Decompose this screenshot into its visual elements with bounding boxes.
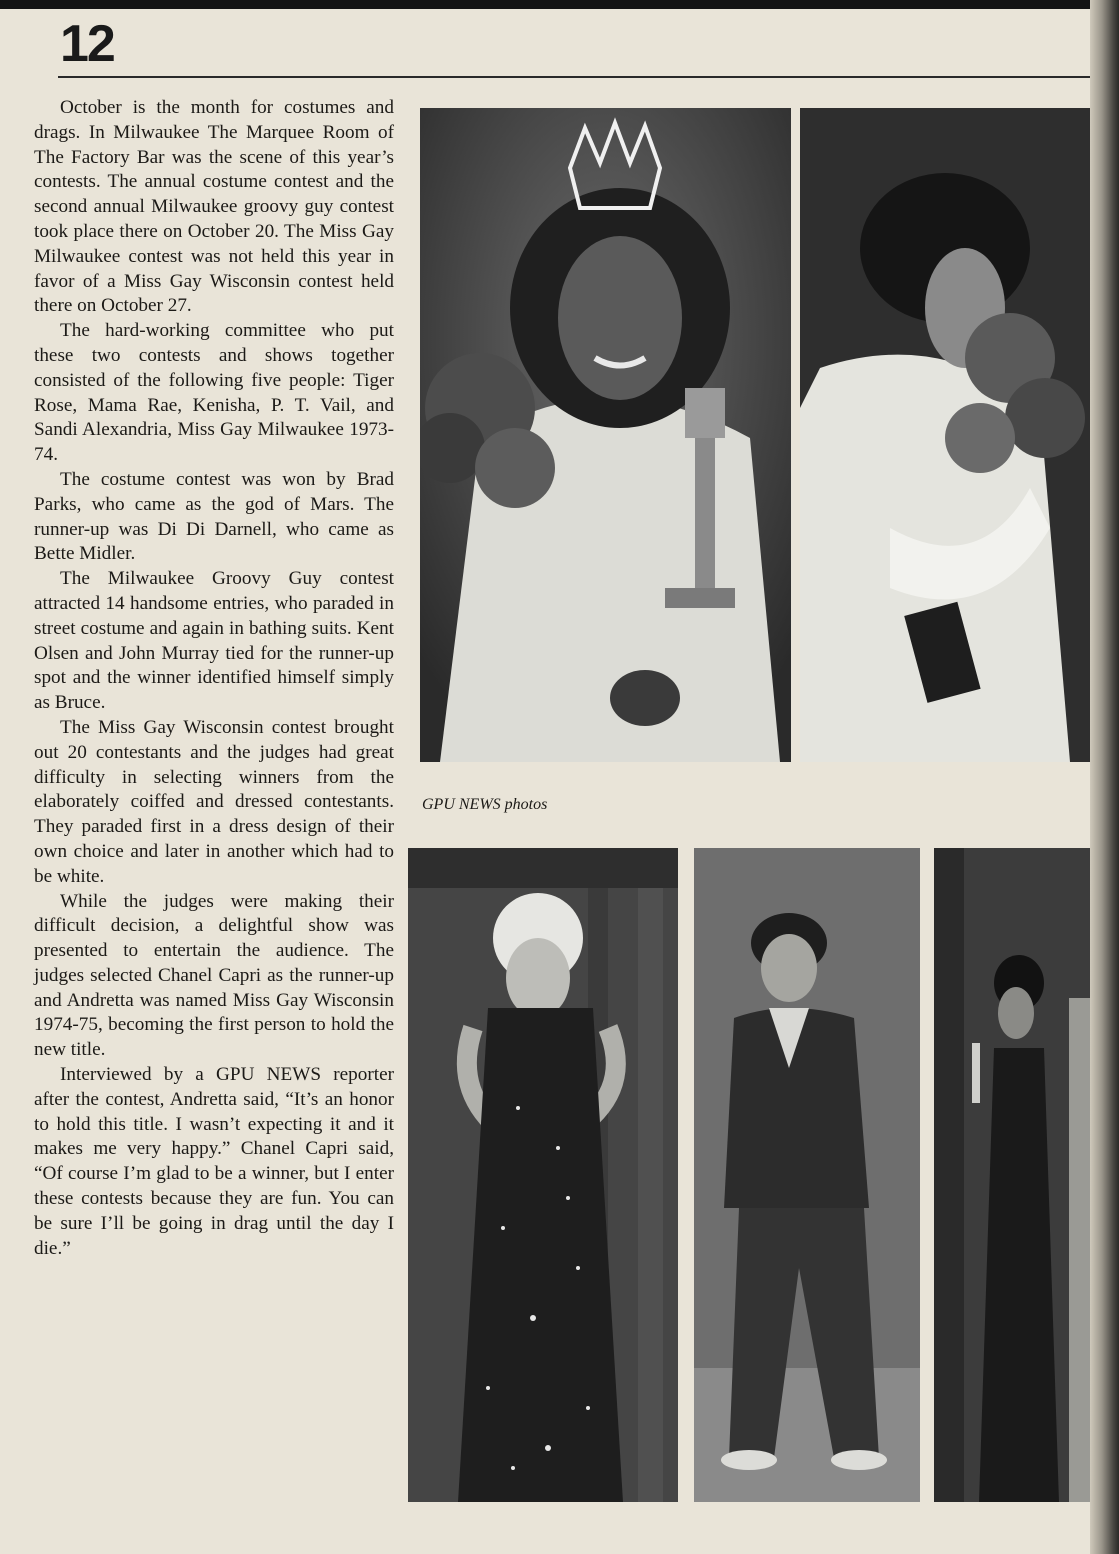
article-paragraph: Interviewed by a GPU NEWS reporter after the contest, Andretta said, “It’s an honor to hold this title. I wasn’t expecting it and it makes me very happy.” Chanel Capri said, “Of course I’m glad to be a winner, but I enter these contests because they are fun. You can be sure I’ll be going in drag until the day I die.” [34,1064,394,1259]
page-top-edge [0,0,1119,9]
page-number: 12 [60,15,114,73]
photo-woman-with-flowers [800,108,1090,762]
magazine-spine-shadow [1090,0,1119,1554]
photo-caption: GPU NEWS photos [422,796,548,813]
photo-crowned-winner [420,108,791,762]
article-paragraph: The Milwaukee Groovy Guy contest attracted 14 handsome entries, who paraded in street costume and again in bathing suits. Kent Olsen and John Murray tied for the runner-up spot and the winner identified himself simply as Bruce. [34,568,394,714]
article-paragraph: October is the month for costumes and drags. In Milwaukee The Marquee Room of The Factory Bar was the scene of this year’s contests. The annual costume contest and the second annual Milwaukee groovy guy contest took place there on October 20. The Miss Gay Milwaukee contest was not held this year in favor of a Miss Gay Wisconsin contest held there on October 27. [34,97,394,317]
header-rule [58,76,1090,78]
article-paragraph: The Miss Gay Wisconsin contest brought out 20 contestants and the judges had great difficulty in selecting winners from the elaborately coiffed and dressed contestants. They paraded first in a dress design of their own choice and later in another which had to be white. [34,716,394,887]
photo-microphone-contestant [934,848,1090,1502]
photo-sequin-gown [408,848,678,1502]
article-paragraph: While the judges were making their difficult decision, a delightful show was presented to entertain the audience. The judges selected Chanel Capri as the runner-up and Andretta was named Miss Gay Wisconsin 1974-75, becoming the first person to hold the new title. [34,890,394,1061]
photo-leather-suit [694,848,920,1502]
article-paragraph: The hard-working committee who put these two contests and shows together consisted of the following five people: Tiger Rose, Mama Rae, Kenisha, P. T. Vail, and Sandi Alexandria, Miss Gay Milwaukee 1973-74. [34,320,394,466]
article-paragraph: The costume contest was won by Brad Parks, who came as the god of Mars. The runner-up was Di Di Darnell, who came as Bette Midler. [34,468,394,565]
article-text [34,96,394,1261]
